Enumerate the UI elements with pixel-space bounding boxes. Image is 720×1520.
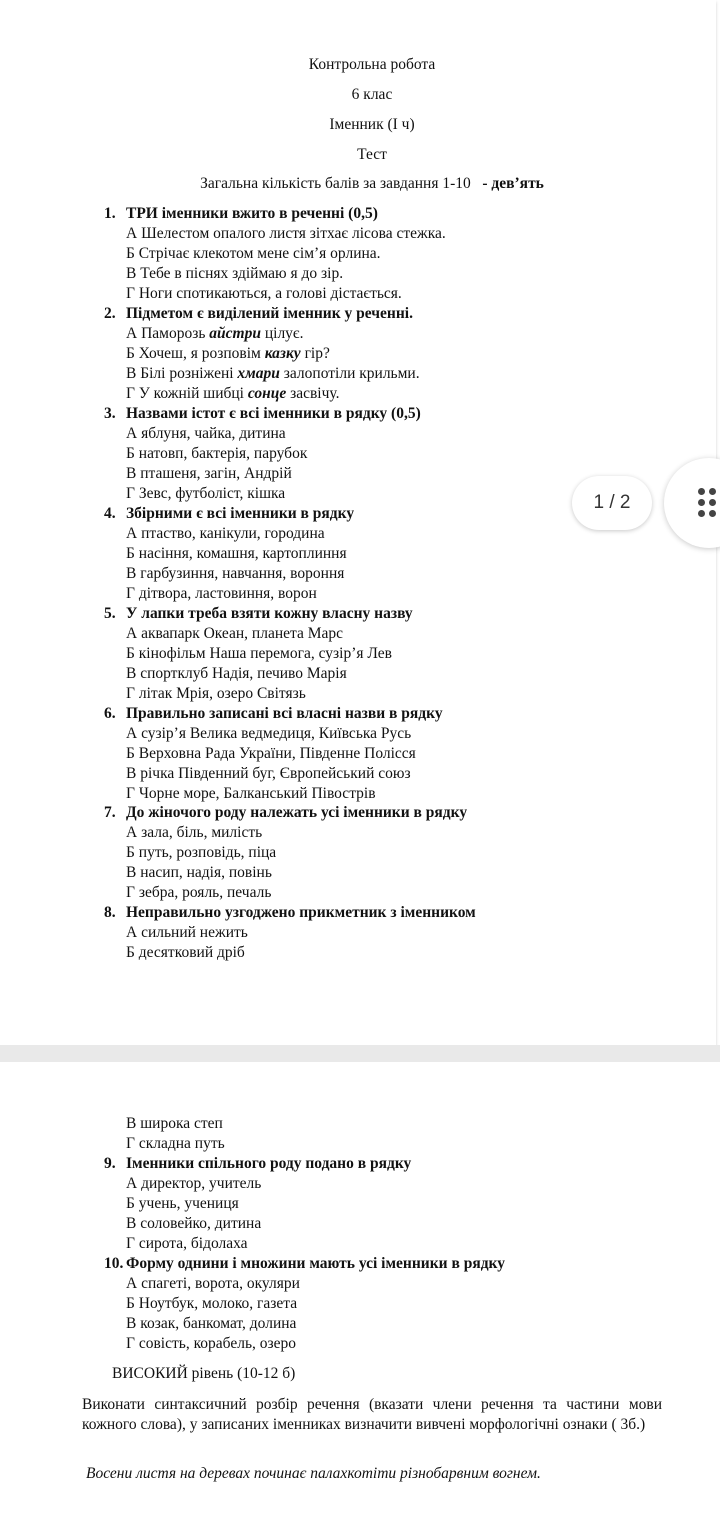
option-c: В насип, надія, повінь bbox=[126, 864, 272, 881]
option-c: В широка степ bbox=[126, 1115, 223, 1132]
page-2 bbox=[0, 1062, 716, 1520]
option-text: гір? bbox=[300, 345, 330, 362]
analysis-sentence: Восени листя на деревах починає палахкотіти різнобарвним вогнем. bbox=[86, 1465, 541, 1482]
page-counter-text: 1 / 2 bbox=[593, 492, 631, 513]
question-title: ТРИ іменники вжито в реченні (0,5) bbox=[126, 205, 378, 222]
highlighted-noun: хмари bbox=[237, 365, 280, 382]
question-5 bbox=[104, 604, 413, 624]
question-number: 9. bbox=[104, 1155, 116, 1172]
option-d bbox=[126, 384, 340, 404]
option-c: В козак, банкомат, долина bbox=[126, 1315, 297, 1332]
option-d: Г літак Мрія, озеро Світязь bbox=[126, 685, 306, 702]
question-7 bbox=[104, 803, 467, 823]
question-2 bbox=[104, 304, 413, 324]
option-c: В спортклуб Надія, печиво Марія bbox=[126, 665, 347, 682]
question-number: 1. bbox=[104, 205, 116, 222]
score-value: - дев’ять bbox=[482, 175, 544, 192]
question-title: Форму однини і множини мають усі іменники в рядку bbox=[126, 1255, 506, 1272]
question-4 bbox=[104, 504, 354, 524]
option-a: А яблуня, чайка, дитина bbox=[126, 425, 286, 442]
option-text: цілує. bbox=[260, 325, 304, 342]
option-a: А сузір’я Велика ведмедиця, Київська Русь bbox=[126, 725, 412, 742]
doc-grade: 6 клас bbox=[351, 86, 393, 103]
option-c: В гарбузиння, навчання, вороння bbox=[126, 565, 345, 582]
option-b: Б насіння, комашня, картоплиння bbox=[126, 545, 347, 562]
question-number: 6. bbox=[104, 705, 116, 722]
option-c: В пташеня, загін, Андрій bbox=[126, 465, 292, 482]
question-6 bbox=[104, 704, 443, 724]
question-number: 5. bbox=[104, 605, 116, 622]
question-title: До жіночого роду належать усі іменники в рядку bbox=[126, 804, 468, 821]
option-b: Б учень, учениця bbox=[126, 1195, 239, 1212]
option-a bbox=[126, 324, 303, 344]
option-a: А Шелестом опалого листя зітхає лісова стежка. bbox=[126, 225, 446, 242]
question-8 bbox=[104, 903, 476, 923]
question-title: Іменники спільного роду подано в рядку bbox=[126, 1155, 412, 1172]
option-text: засвічу. bbox=[286, 385, 340, 402]
option-d: Г совість, корабель, озеро bbox=[126, 1335, 297, 1352]
option-b: Б десятковий дріб bbox=[126, 944, 245, 961]
option-b: Б кінофільм Наша перемога, сузір’я Лев bbox=[126, 645, 392, 662]
question-3 bbox=[104, 404, 421, 424]
doc-topic: Іменник (І ч) bbox=[329, 116, 415, 133]
question-number: 10. bbox=[104, 1255, 124, 1272]
question-number: 3. bbox=[104, 405, 116, 422]
question-number: 2. bbox=[104, 305, 116, 322]
option-d: Г зебра, рояль, печаль bbox=[126, 884, 272, 901]
question-title: У лапки треба взяти кожну власну назву bbox=[126, 605, 413, 622]
highlighted-noun: сонце bbox=[247, 385, 287, 402]
score-text: Загальна кількість балів за завдання 1-10 bbox=[200, 175, 483, 192]
high-level-task: Виконати синтаксичний розбір речення (вказати члени речення та частини мови кожного слова), у записаних іменниках визначити вивчені морфологічні ознаки ( 3б.) bbox=[82, 1396, 662, 1433]
option-a: А сильний нежить bbox=[126, 924, 248, 941]
option-text: Г У кожній шибці bbox=[126, 385, 248, 402]
option-d: Г Зевс, футболіст, кішка bbox=[126, 485, 286, 502]
option-c: В соловейко, дитина bbox=[126, 1215, 262, 1232]
option-c: В Тебе в піснях здіймаю я до зір. bbox=[126, 265, 344, 282]
question-title: Правильно записані всі власні назви в рядку bbox=[126, 705, 443, 722]
option-d: Г дітвора, ластовиння, ворон bbox=[126, 585, 317, 602]
option-a: А зала, біль, милість bbox=[126, 824, 263, 841]
question-9 bbox=[104, 1154, 411, 1174]
option-d: Г Чорне море, Балканський Півострів bbox=[126, 785, 376, 802]
highlighted-noun: айстри bbox=[209, 325, 261, 342]
option-a: А аквапарк Океан, планета Марс bbox=[126, 625, 344, 642]
question-number: 8. bbox=[104, 904, 116, 921]
option-a: А птаство, канікули, городина bbox=[126, 525, 325, 542]
option-b: Б Ноутбук, молоко, газета bbox=[126, 1295, 298, 1312]
question-title: Підметом є виділений іменник у реченні. bbox=[126, 305, 413, 322]
question-number: 7. bbox=[104, 804, 116, 821]
option-c: В річка Південний буг, Європейський союз bbox=[126, 765, 411, 782]
doc-type: Тест bbox=[357, 146, 387, 163]
option-b: Б натовп, бактерія, парубок bbox=[126, 445, 308, 462]
option-d: Г складна путь bbox=[126, 1135, 225, 1152]
doc-score-line bbox=[0, 174, 720, 194]
option-b: Б Стрічає клекотом мене сім’я орлина. bbox=[126, 245, 381, 262]
highlighted-noun: казку bbox=[264, 345, 301, 362]
option-text: залопотіли крильми. bbox=[279, 365, 420, 382]
question-title: Неправильно узгоджено прикметник з іменником bbox=[126, 904, 476, 921]
option-b: Б Верховна Рада України, Південне Полісся bbox=[126, 745, 416, 762]
option-a: А спагеті, ворота, окуляри bbox=[126, 1275, 300, 1292]
option-b: Б путь, розповідь, піца bbox=[126, 844, 277, 861]
option-a: А директор, учитель bbox=[126, 1175, 262, 1192]
option-b bbox=[126, 344, 330, 364]
option-c bbox=[126, 364, 420, 384]
question-10 bbox=[104, 1254, 505, 1274]
question-title: Збірними є всі іменники в рядку bbox=[126, 505, 355, 522]
option-text: В Білі розніжені bbox=[126, 365, 238, 382]
doc-title: Контрольна робота bbox=[308, 56, 436, 73]
high-level-label: ВИСОКИЙ рівень (10-12 б) bbox=[112, 1365, 296, 1382]
question-1 bbox=[104, 204, 378, 224]
option-text: А Паморозь bbox=[126, 325, 210, 342]
option-d: Г Ноги спотикаються, а голові дістається. bbox=[126, 285, 402, 302]
option-text: Б Хочеш, я розповім bbox=[126, 345, 265, 362]
option-d: Г сирота, бідолаха bbox=[126, 1235, 248, 1252]
page-gap bbox=[0, 1045, 720, 1062]
question-number: 4. bbox=[104, 505, 116, 522]
drag-dots-icon bbox=[698, 488, 720, 520]
question-title: Назвами істот є всі іменники в рядку (0,5) bbox=[126, 405, 421, 422]
page-counter bbox=[572, 476, 652, 530]
